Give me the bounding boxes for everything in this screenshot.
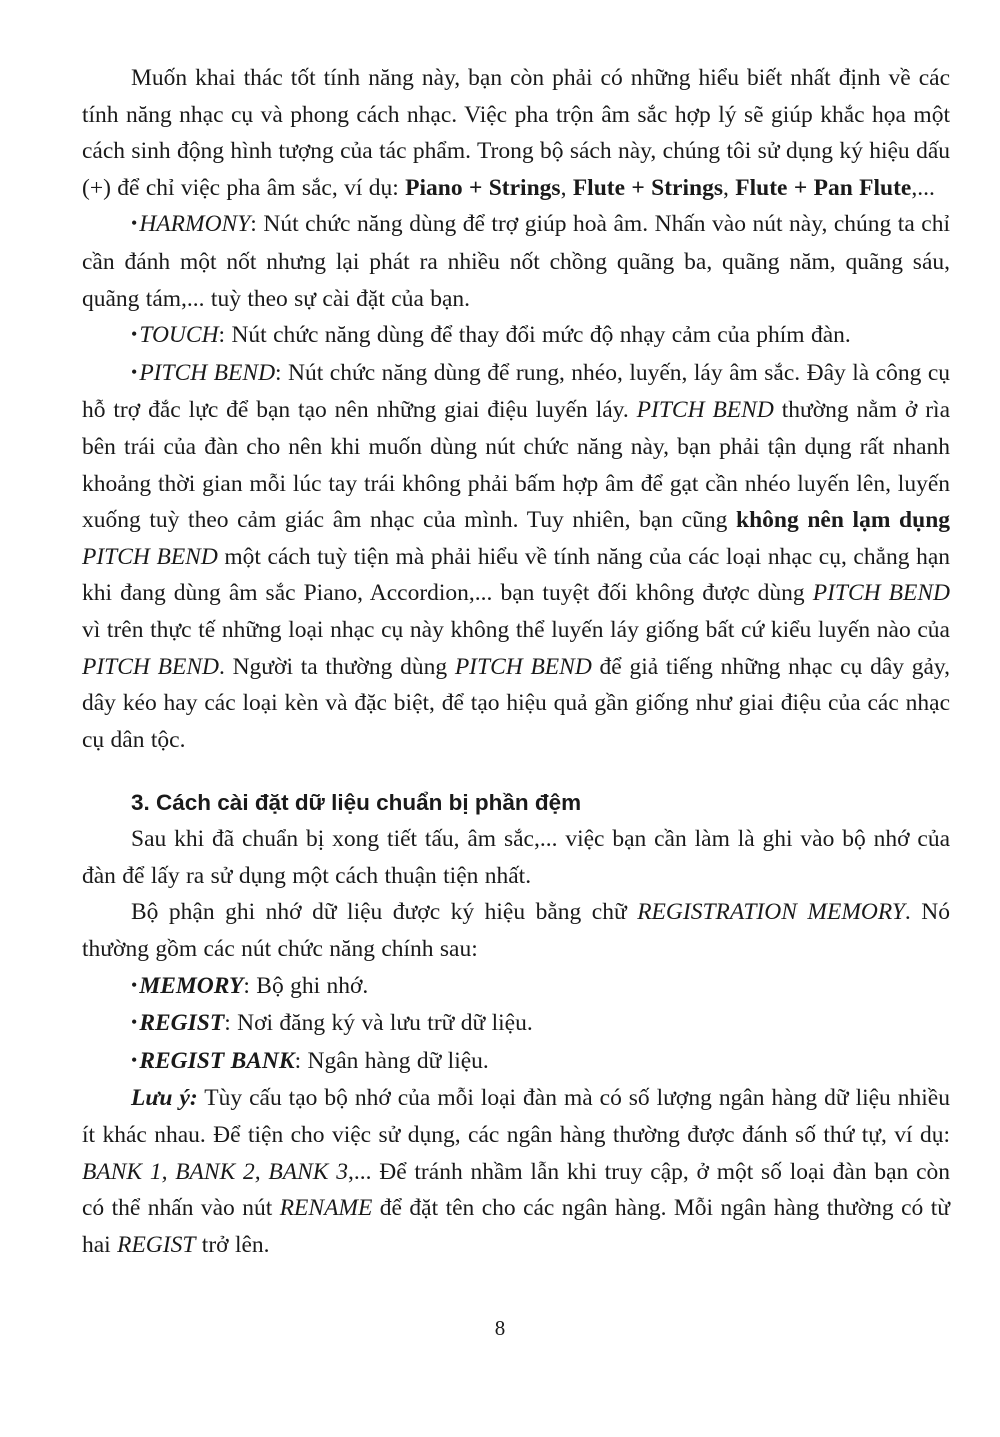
text: , [722,174,736,201]
bold-term: không nên lạm dụng [736,507,951,534]
text: ,... [911,174,935,201]
paragraph-note [82,1080,950,1263]
text: : Nút chức năng dùng để rung, nhéo, luyến, láy âm sắc. Đây là công cụ hỗ trợ đắc lực để bạn tạo nên những giai điệu luyến láy. [82,359,951,424]
bold-term: Flute + Pan Flute [735,174,912,201]
bullet-pitch-bend [82,355,950,759]
bullet-memory [82,968,950,1006]
paragraph-save: Sau khi đã chuẩn bị xong tiết tấu, âm sắc,... việc bạn cần làm là ghi vào bộ nhớ của đàn để lấy ra sử dụng một cách thuận tiện nhất. [82,826,950,889]
bullet-icon: • [131,361,138,382]
italic-term: PITCH BEND [82,653,219,680]
text: Tùy cấu tạo bộ nhớ của mỗi loại đàn mà có số lượng ngân hàng dữ liệu nhiều ít khác nhau. Để tiện cho việc sử dụng, các ngân hàng thường được đánh số thứ tự, ví dụ: [82,1085,950,1149]
italic-term: PITCH BEND [812,580,951,607]
text: . Người ta thường dùng [218,653,455,680]
italic-term: PITCH BEND [82,543,218,570]
text: thường nằm ở rìa bên trái của đàn cho nên khi muốn dùng nút chức năng này, bạn phải tận dụng rất nhanh khoảng thời gian mỗi lúc tay trái không phải bấm hợp âm để gạt cần nhéo luyến lên, luyến xuống tuỳ theo cảm giác âm nhạc của mình. Tuy nhiên, bạn cũng [82,397,951,534]
text: vì trên thực tế những loại nhạc cụ này không thể luyến láy giống bất cứ kiểu luyến nào của [82,616,950,643]
bullet-touch [82,317,950,355]
italic-term: REGIST [117,1231,196,1258]
section-heading: 3. Cách cài đặt dữ liệu chuẩn bị phần đệm [131,790,582,816]
term-memory: MEMORY [139,972,244,999]
text: ,... Để tránh nhầm lẫn khi truy cập, ở một số loại đàn bạn còn có thể nhấn vào nút [82,1158,950,1222]
paragraph-mixing [82,60,950,206]
text: Bộ phận ghi nhớ dữ liệu được ký hiệu bằng chữ [131,899,638,926]
paragraph-registration-memory [82,894,950,967]
bullet-icon: • [131,1012,138,1033]
term-regist-bank: REGIST BANK [139,1047,295,1074]
text: để giả tiếng những nhạc cụ dây gảy, dây kéo hay các loại kèn và đặc biệt, để tạo hiệu quả gần giống như giai điệu của các nhạc cụ dân tộc. [82,653,951,753]
page-number: 8 [494,1316,506,1340]
bullet-icon: • [131,1049,138,1070]
italic-term: RENAME [279,1195,373,1222]
term-pitch-bend: PITCH BEND [139,359,276,386]
term-touch: TOUCH [139,322,219,349]
text: : Nơi đăng ký và lưu trữ dữ liệu. [224,1010,533,1037]
text: : Nút chức năng dùng để thay đổi mức độ nhạy cảm của phím đàn. [218,322,851,349]
bullet-icon: • [131,213,138,234]
term-regist: REGIST [139,1010,225,1037]
text: trở lên. [195,1231,270,1258]
bullet-icon: • [131,324,138,345]
text: : Bộ ghi nhớ. [243,972,369,999]
italic-term: REGISTRATION MEMORY [637,899,905,926]
bullet-regist-bank [82,1043,950,1081]
page-body [82,60,950,1263]
italic-term: PITCH BEND [636,397,774,424]
section-registration [82,821,950,1263]
text: Muốn khai thác tốt tính năng này, bạn còn phải có những hiểu biết nhất định về các tính năng nhạc cụ và phong cách nhạc. Việc pha trộn âm sắc hợp lý sẽ giúp khắc họa một cách sinh động hình tượng của tác phẩm. Trong bộ sách này, chúng tôi sử dụng ký hiệu dấu (+) để chỉ việc pha âm sắc, ví dụ: [82,65,950,201]
note-label: Lưu ý: [131,1085,198,1112]
italic-term: BANK 1, BANK 2, BANK 3 [82,1158,348,1185]
text: một cách tuỳ tiện mà phải hiểu về tính năng của các loại nhạc cụ, chẳng hạn khi đang dùng âm sắc Piano, Accordion,... bạn tuyệt đối không được dùng [82,543,951,607]
bullet-icon: • [131,974,138,995]
text: để đặt tên cho các ngân hàng. Mỗi ngân hàng thường có từ hai [82,1195,950,1258]
bullet-harmony [82,206,950,317]
term-harmony: HARMONY [139,211,251,238]
bold-term: Piano + Strings [405,174,561,201]
text: : Ngân hàng dữ liệu. [294,1047,489,1074]
italic-term: PITCH BEND [454,653,592,680]
text: , [560,174,573,201]
text: : Nút chức năng dùng để trợ giúp hoà âm. Nhấn vào nút này, chúng ta chỉ cần đánh một nốt nhưng lại phát ra nhiều nốt chồng quãng ba, quãng năm, quãng sáu, quãng tám,... tuỳ theo sự cài đặt của bạn. [82,211,950,312]
bold-term: Flute + Strings [572,174,723,201]
bullet-regist [82,1005,950,1043]
text: . Nó thường gồm các nút chức năng chính sau: [82,899,950,963]
section-instruments [82,60,950,758]
